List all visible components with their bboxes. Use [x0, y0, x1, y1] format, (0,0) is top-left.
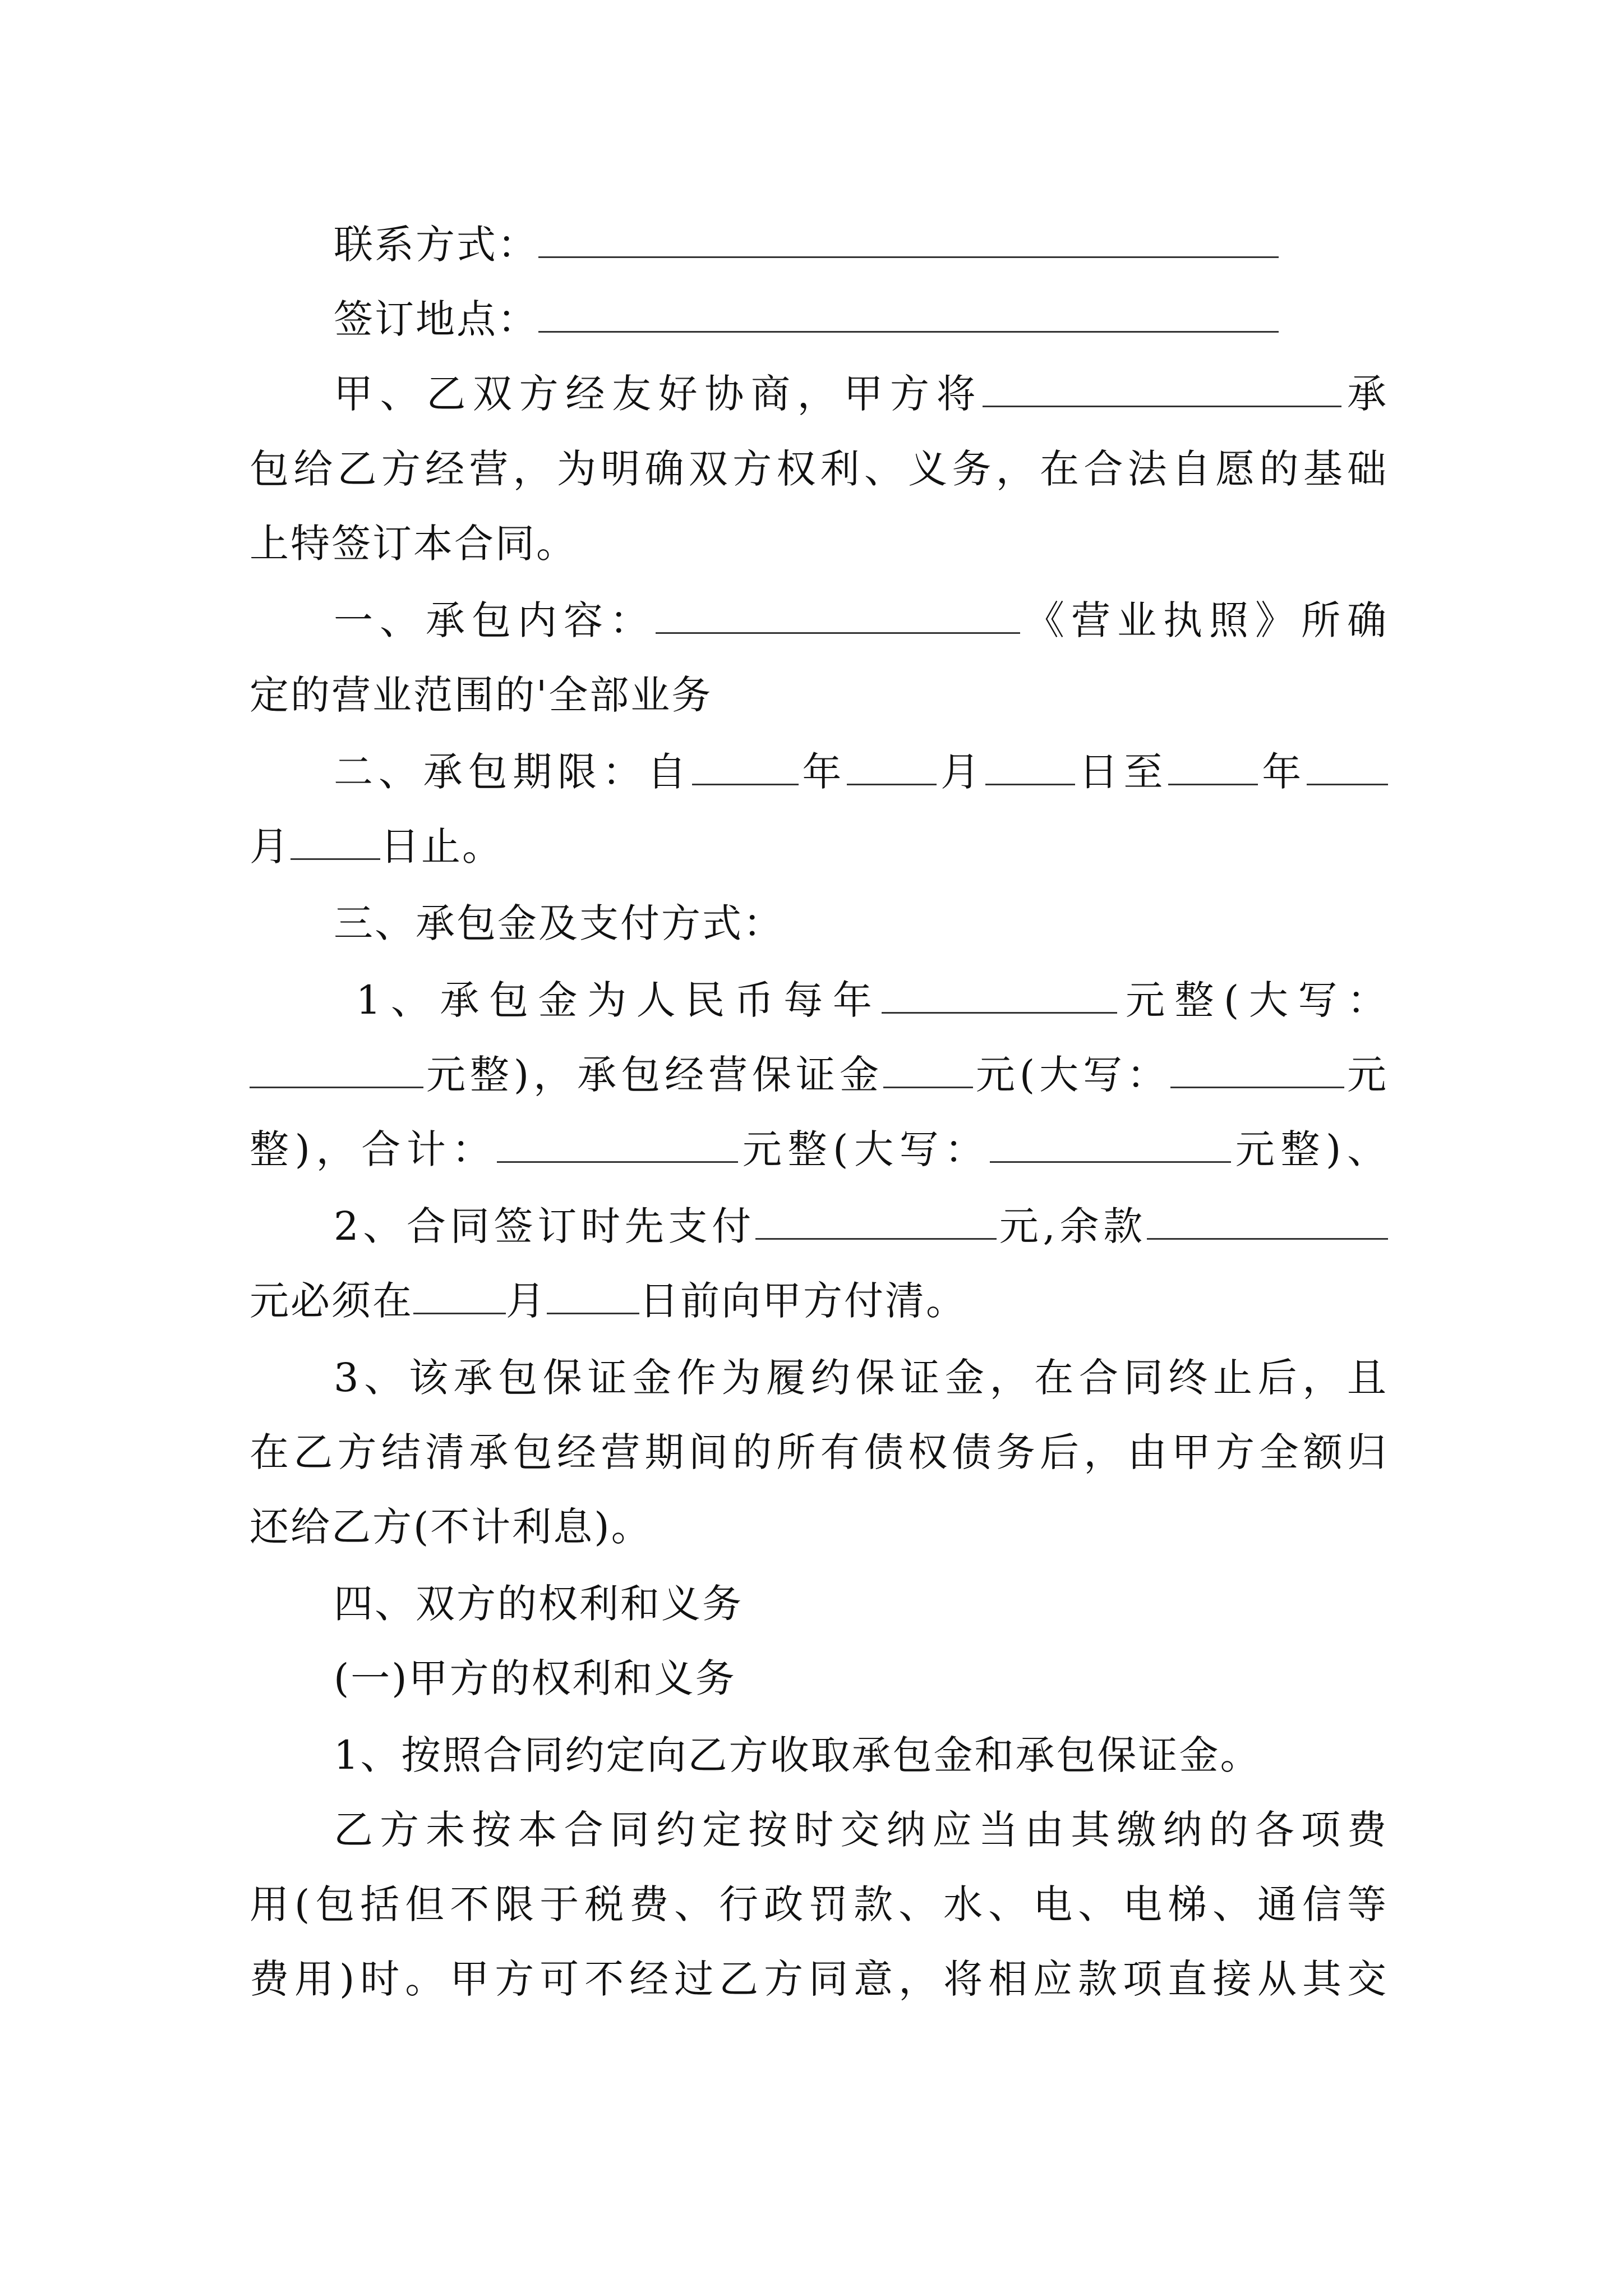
subject-blank — [983, 369, 1341, 407]
clause-2-line-1: 二、承包期限：自 年 月 日至 年 — [334, 740, 1388, 803]
clause-3-3-line-3: 还给乙方(不计利息)。 — [250, 1504, 652, 1550]
end-month-blank — [1307, 747, 1388, 785]
clause-3-3-line-2: 在乙方结清承包经营期间的所有债权债务后，由甲方全额归 — [250, 1429, 1388, 1475]
intro-line-2: 包给乙方经营，为明确双方权利、义务，在合法自愿的基础 — [250, 446, 1388, 492]
annual-fee-blank — [882, 975, 1117, 1014]
total-blank — [497, 1124, 738, 1163]
contact-blank — [538, 219, 1279, 258]
clause-3-1-line-2: 元整)，承包经营保证金 元(大写： 元 — [250, 1043, 1388, 1106]
start-year-blank — [692, 747, 799, 785]
balance-blank — [1147, 1201, 1388, 1240]
signing-place-blank — [538, 294, 1279, 333]
clause-4-1-para-line-3: 费用)时。甲方可不经过乙方同意，将相应款项直接从其交 — [250, 1956, 1388, 2002]
deposit-words-blank — [1170, 1050, 1344, 1088]
signing-place-line: 签订地点： — [334, 288, 1388, 351]
intro-line-1: 甲、乙双方经友好协商，甲方将 承 — [334, 362, 1388, 425]
intro-line-3: 上特签订本合同。 — [250, 521, 577, 567]
clause-4-1-item-1: 1、按照合同约定向乙方收取承包金和承包保证金。 — [334, 1732, 1261, 1778]
content-blank — [656, 595, 1020, 634]
clause-3-3-line-1: 3、该承包保证金作为履约保证金，在合同终止后，且 — [334, 1355, 1388, 1401]
clause-4-heading: 四、双方的权利和义务 — [334, 1581, 743, 1627]
clause-4-1-heading: (一)甲方的权利和义务 — [334, 1655, 736, 1701]
contact-line: 联系方式： — [334, 213, 1388, 276]
deposit-blank — [883, 1050, 973, 1088]
clause-3-2-line-2: 元必须在 月 日前向甲方付清。 — [250, 1269, 1388, 1332]
clause-3-2-line-1: 2、合同签订时先支付 元,余款 — [334, 1195, 1388, 1258]
start-month-blank — [847, 747, 937, 785]
due-day-blank — [547, 1276, 639, 1314]
first-payment-blank — [755, 1201, 997, 1240]
clause-1-line-2: 定的营业范围的'全部业务 — [250, 672, 713, 718]
clause-3-heading: 三、承包金及支付方式： — [334, 900, 784, 946]
end-day-blank — [291, 821, 380, 860]
start-day-blank — [985, 747, 1075, 785]
end-year-blank — [1168, 747, 1258, 785]
clause-3-1-line-1: 1、承包金为人民币每年 元整(大写： — [334, 969, 1388, 1032]
total-words-blank — [990, 1124, 1231, 1163]
due-month-blank — [413, 1276, 506, 1314]
annual-fee-words-blank — [250, 1050, 423, 1088]
clause-1-line-1: 一、承包内容： 《营业执照》所确 — [334, 589, 1388, 652]
clause-2-line-2: 月 日止。 — [250, 815, 1388, 878]
clause-3-1-line-3: 整)，合计： 元整(大写： 元整)、 — [250, 1118, 1388, 1181]
clause-4-1-para-line-1: 乙方未按本合同约定按时交纳应当由其缴纳的各项费 — [334, 1807, 1388, 1853]
clause-4-1-para-line-2: 用(包括但不限于税费、行政罚款、水、电、电梯、通信等 — [250, 1881, 1388, 1927]
